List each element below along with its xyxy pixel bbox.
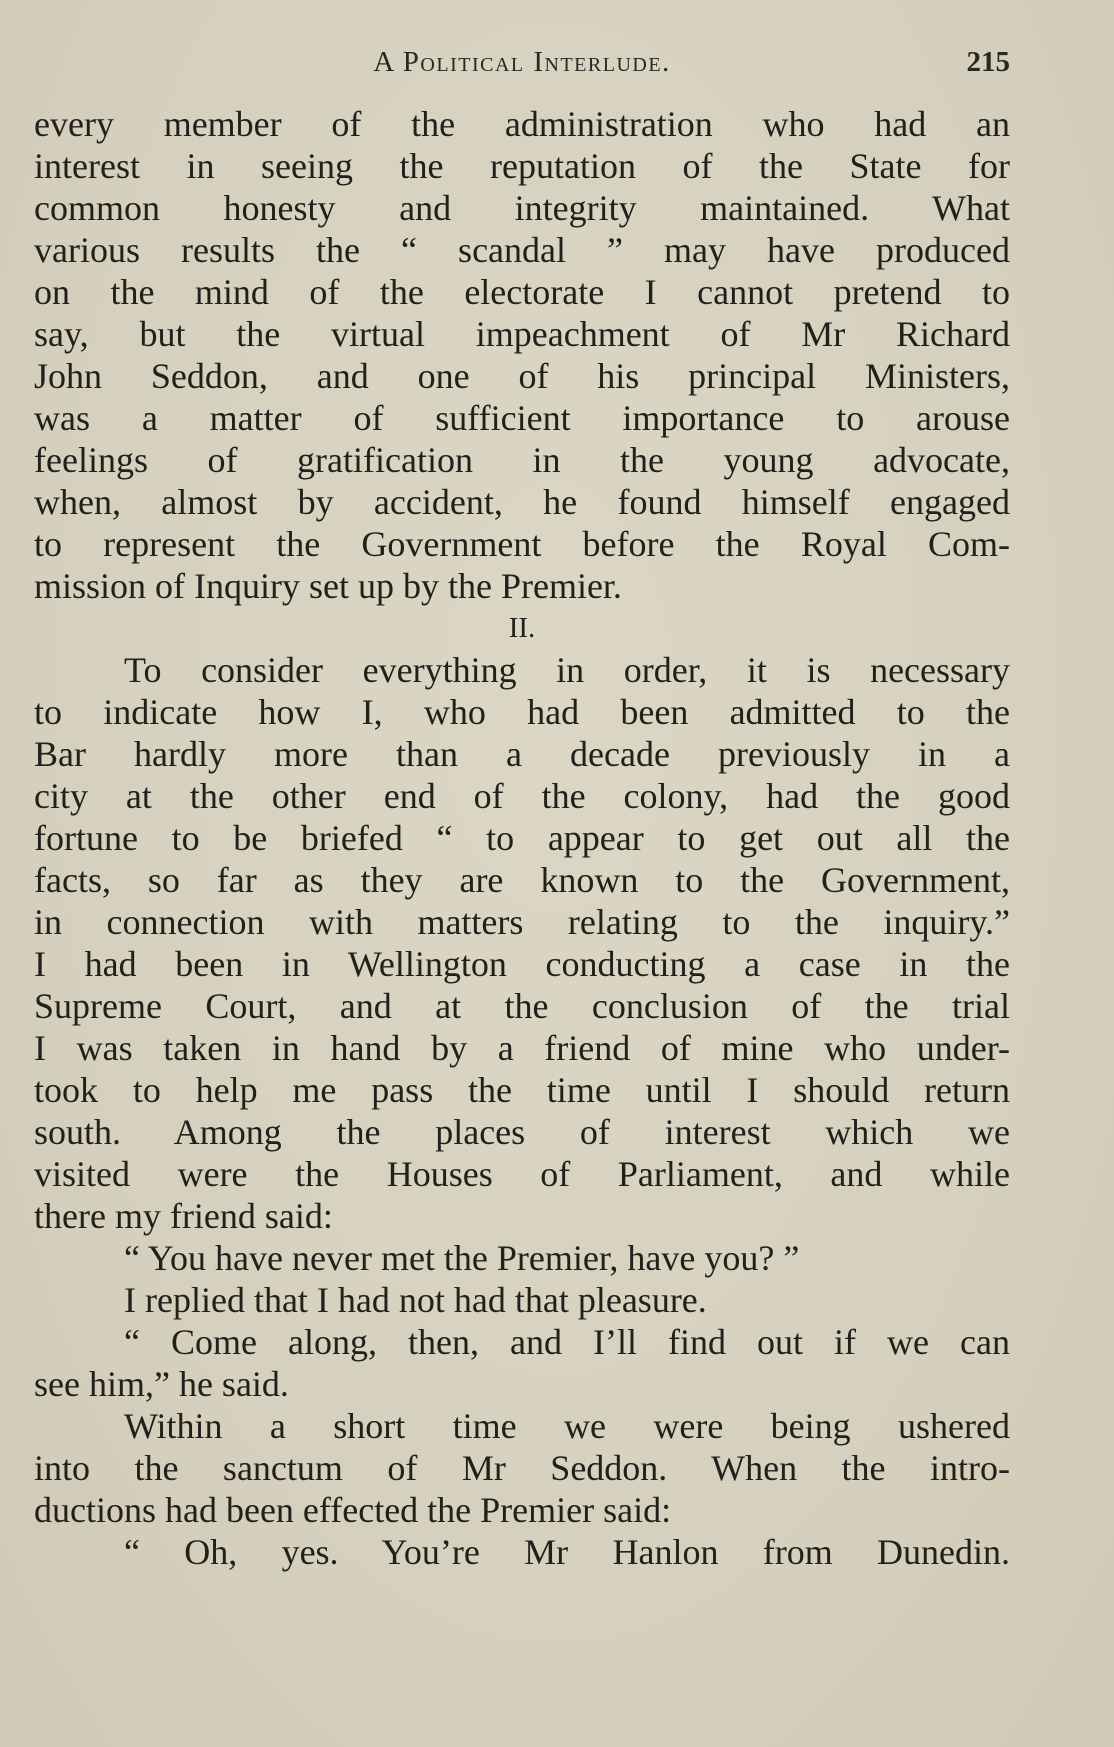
text-line: every member of the administration who had an bbox=[34, 104, 1010, 144]
text-line: was a matter of sufficient importance to arouse bbox=[34, 398, 1010, 438]
text-line: common honesty and integrity maintained. What bbox=[34, 188, 1010, 228]
text-line: “ Oh, yes. You’re Mr Hanlon from Dunedin. bbox=[124, 1532, 1010, 1572]
text-line: visited were the Houses of Parliament, and while bbox=[34, 1154, 1010, 1194]
running-head: A Political Interlude. bbox=[373, 46, 671, 78]
text-line: various results the “ scandal ” may have produced bbox=[34, 230, 1010, 270]
body-text bbox=[34, 103, 1010, 1573]
text-line: in connection with matters relating to the inquiry.” bbox=[34, 902, 1010, 942]
text-line: on the mind of the electorate I cannot pretend to bbox=[34, 272, 1010, 312]
text-line: mission of Inquiry set up by the Premier. bbox=[34, 566, 622, 606]
text-line: “ You have never met the Premier, have you? ” bbox=[124, 1238, 800, 1278]
text-line: city at the other end of the colony, had the good bbox=[34, 776, 1010, 816]
text-line: Supreme Court, and at the conclusion of the trial bbox=[34, 986, 1010, 1026]
text-line: I had been in Wellington conducting a case in the bbox=[34, 944, 1010, 984]
text-line: I was taken in hand by a friend of mine who under- bbox=[34, 1028, 1010, 1068]
text-line: feelings of gratification in the young advocate, bbox=[34, 440, 1010, 480]
text-line: south. Among the places of interest which we bbox=[34, 1112, 1010, 1152]
text-line: when, almost by accident, he found himself engaged bbox=[34, 482, 1010, 522]
text-line: To consider everything in order, it is necessary bbox=[124, 650, 1010, 690]
text-line: to represent the Government before the Royal Com- bbox=[34, 524, 1010, 564]
page-header bbox=[34, 46, 1010, 86]
text-line: John Seddon, and one of his principal Ministers, bbox=[34, 356, 1010, 396]
text-line: fortune to be briefed “ to appear to get out all the bbox=[34, 818, 1010, 858]
text-line: ductions had been effected the Premier said: bbox=[34, 1490, 672, 1530]
text-line: see him,” he said. bbox=[34, 1364, 289, 1404]
text-line: interest in seeing the reputation of the State for bbox=[34, 146, 1010, 186]
text-line: facts, so far as they are known to the Government, bbox=[34, 860, 1010, 900]
text-line: to indicate how I, who had been admitted to the bbox=[34, 692, 1010, 732]
text-line: Bar hardly more than a decade previously in a bbox=[34, 734, 1010, 774]
text-line: Within a short time we were being ushered bbox=[124, 1406, 1010, 1446]
text-line: “ Come along, then, and I’ll find out if we can bbox=[124, 1322, 1010, 1362]
page-number: 215 bbox=[966, 46, 1010, 78]
text-line: took to help me pass the time until I should return bbox=[34, 1070, 1010, 1110]
text-line: into the sanctum of Mr Seddon. When the intro- bbox=[34, 1448, 1010, 1488]
section-heading: II. bbox=[508, 612, 536, 644]
text-line: say, but the virtual impeachment of Mr Richard bbox=[34, 314, 1010, 354]
text-line: there my friend said: bbox=[34, 1196, 333, 1236]
text-line: I replied that I had not had that pleasure. bbox=[124, 1280, 707, 1320]
